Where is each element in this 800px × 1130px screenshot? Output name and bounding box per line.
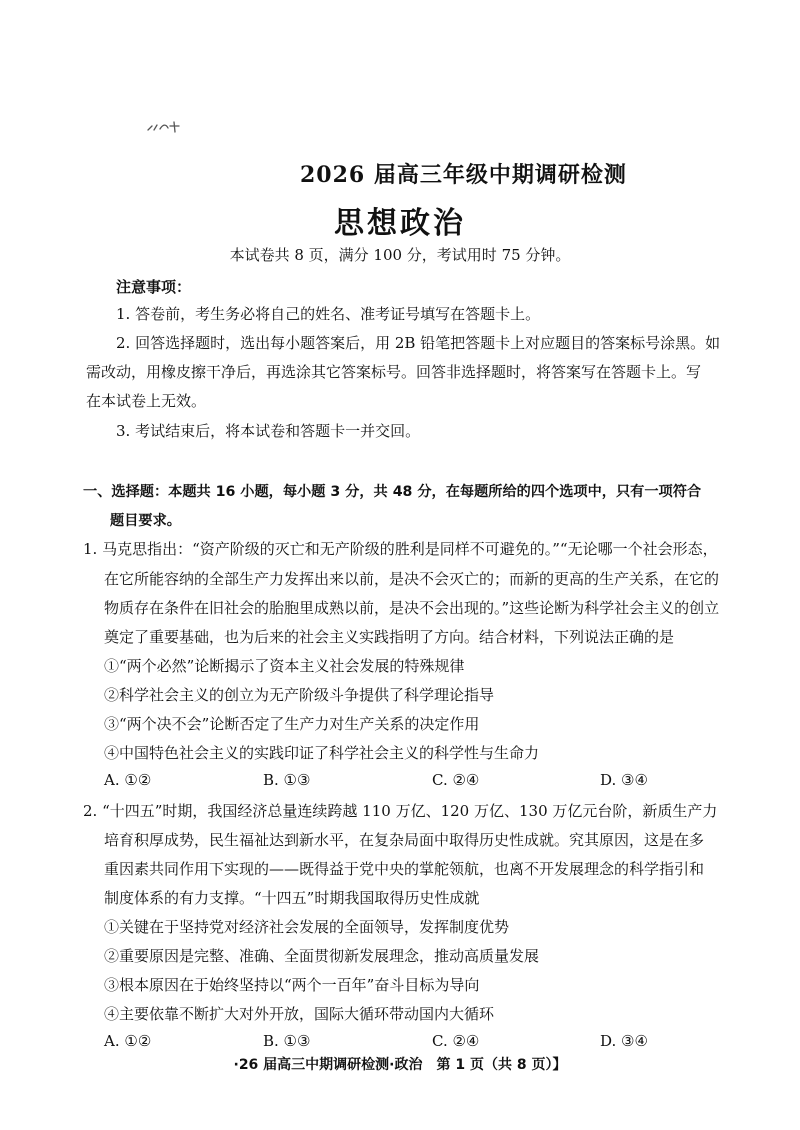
answer-option-d: D. ③④ xyxy=(600,1032,648,1050)
question-stem-line: 奠定了重要基础，也为后来的社会主义实践指明了方向。结合材料，下列说法正确的是 xyxy=(104,628,675,646)
answer-option-d: D. ③④ xyxy=(600,771,648,789)
answer-option-c: C. ②④ xyxy=(432,771,480,789)
section-heading-continued: 题目要求。 xyxy=(110,513,181,529)
answer-option-c: C. ②④ xyxy=(432,1032,480,1050)
notes-heading: 注意事项： xyxy=(116,278,192,296)
subject-title: 思想政治 xyxy=(334,206,466,241)
note-line: 在本试卷上无效。 xyxy=(86,392,207,410)
answer-option-a: A. ①② xyxy=(104,1032,152,1050)
question-item: ②科学社会主义的创立为无产阶级斗争提供了科学理论指导 xyxy=(104,686,495,704)
exam-title: 2026 届高三年级中期调研检测 xyxy=(300,162,627,188)
page-footer: ·26 届高三中期调研检测·政治 第 1 页（共 8 页）】 xyxy=(233,1057,567,1073)
question-stem-line: 培育积厚成势，民生福祉达到新水平，在复杂局面中取得历史性成就。究其原因，这是在多 xyxy=(104,831,705,849)
note-line: 需改动，用橡皮擦干净后，再选涂其它答案标号。回答非选择题时，将答案写在答题卡上。写 xyxy=(86,363,702,381)
question-stem-line: 在它所能容纳的全部生产力发挥出来以前，是决不会灭亡的；而新的更高的生产关系，在它的 xyxy=(104,570,720,588)
question-item: ③根本原因在于始终坚持以“两个一百年”奋斗目标为导向 xyxy=(104,976,480,994)
answer-option-a: A. ①② xyxy=(104,771,152,789)
question-item: ①“两个必然”论断揭示了资本主义社会发展的特殊规律 xyxy=(104,657,465,675)
question-item: ①关键在于坚持党对经济社会发展的全面领导，发挥制度优势 xyxy=(104,918,510,936)
question-stem-line: 2. “十四五”时期，我国经济总量连续跨越 110 万亿、120 万亿、130 万亿元台阶，新质生产力 xyxy=(83,802,718,820)
section-heading: 一、选择题：本题共 16 小题，每小题 3 分，共 48 分，在每题所给的四个选项中，只有一项符合 xyxy=(83,484,702,500)
question-stem-line: 重因素共同作用下实现的——既得益于党中央的掌舵领航，也离不开发展理念的科学指引和 xyxy=(104,860,705,878)
question-item: ④主要依靠不断扩大对外开放，国际大循环带动国内大循环 xyxy=(104,1005,495,1023)
answer-option-b: B. ①③ xyxy=(263,771,311,789)
question-item: ④中国特色社会主义的实践印证了科学社会主义的科学性与生命力 xyxy=(104,744,540,762)
question-stem-line: 1. 马克思指出：“资产阶级的灭亡和无产阶级的胜利是同样不可避免的。”“无论哪一个社会形态， xyxy=(83,540,718,558)
answer-option-b: B. ①③ xyxy=(263,1032,311,1050)
note-line: 2. 回答选择题时，选出每小题答案后，用 2B 铅笔把答题卡上对应题目的答案标号涂黑。如 xyxy=(116,334,721,352)
question-item: ②重要原因是完整、准确、全面贯彻新发展理念，推动高质量发展 xyxy=(104,947,540,965)
exam-info: 本试卷共 8 页，满分 100 分，考试用时 75 分钟。 xyxy=(229,246,571,264)
note-line: 3. 考试结束后，将本试卷和答题卡一并交回。 xyxy=(116,422,421,440)
note-line: 1. 答卷前，考生务必将自己的姓名、准考证号填写在答题卡上。 xyxy=(116,305,541,323)
question-stem-line: 制度体系的有力支撑。“十四五”时期我国取得历史性成就 xyxy=(104,889,480,907)
question-stem-line: 物质存在条件在旧社会的胎胞里成熟以前，是决不会出现的。”这些论断为科学社会主义的创立 xyxy=(104,599,720,617)
question-item: ③“两个决不会”论断否定了生产力对生产关系的决定作用 xyxy=(104,715,480,733)
pen-scribble-mark xyxy=(146,120,182,134)
